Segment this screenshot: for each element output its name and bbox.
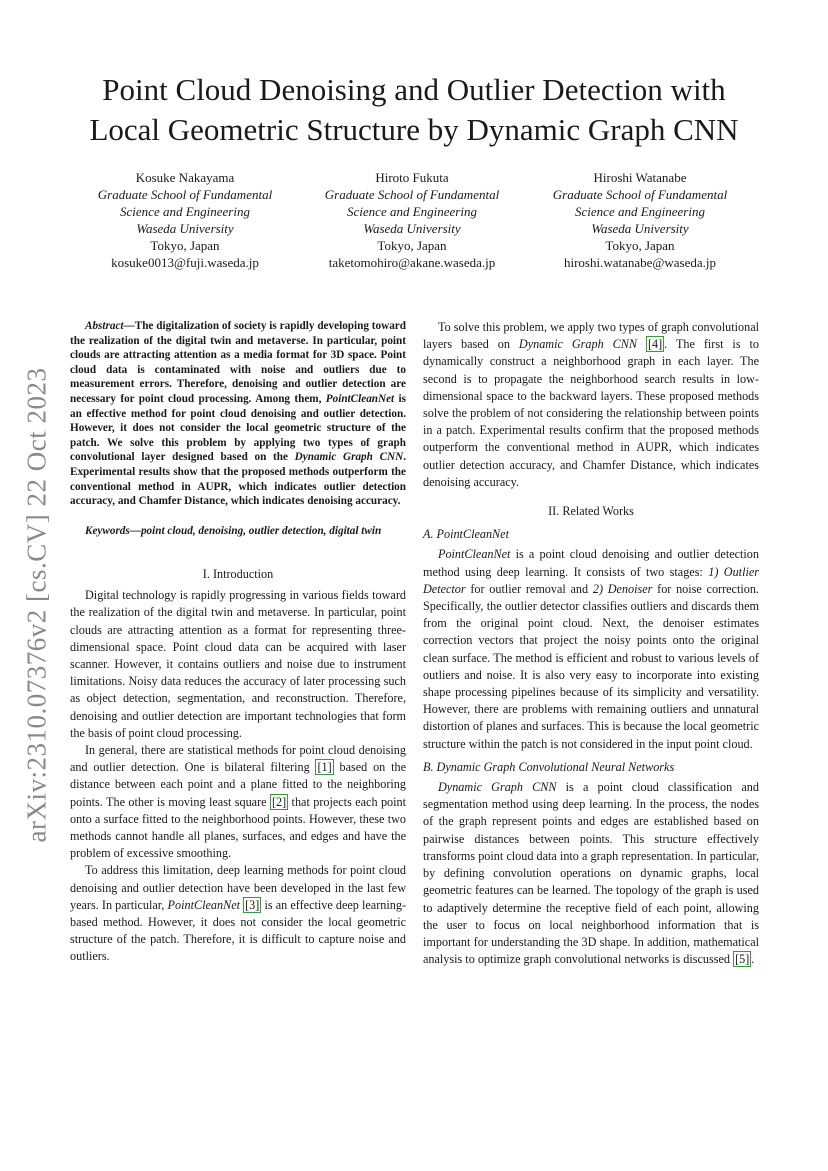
paragraph: In general, there are statistical methods for point cloud denoising and outlier detection. One is bilateral filtering [1] based on the distance between each point and a plane fitted to the neighboring points. The other is moving least square [2] that projects each point onto a surface fitted to the neighborhood points. However, these two methods cannot handle all planes, surfaces, and edges and have the problem of excessive smoothing. [70, 742, 406, 861]
author-affiliation: Waseda University [363, 221, 461, 236]
paragraph: Dynamic Graph CNN is a point cloud classification and segmentation method using deep learning. In the process, the nodes of the graph represent points and edges are established based on pairwise distances between points. This structure effectively transforms point cloud data into a graph representation. In particular, by defining convolution operations on dynamic graphs, local geometric features can be learned. The topology of the graph is used to adaptively determine the receptive field of each point, allowing the user to focus on local neighborhood information that is important for understanding the 3D shape. In addition, mathematical analysis to optimize graph convolutional networks is discussed [5] . [423, 780, 759, 967]
author-affiliation: Graduate School of Fundamental [97, 187, 273, 202]
abstract-lead: Abstract [85, 320, 124, 332]
paper-title [40, 70, 788, 150]
author-affiliation: Waseda University [591, 221, 689, 236]
abstract: Abstract—The digitalization of society is rapidly developing toward the realization of the digital twin and metaverse. In particular, point clouds are attracting attention as a media format for 3D space. Point cloud data is contaminated with noise and outliers due to measurement errors. Therefore, denoising and outlier detection are necessary for point cloud processing. Among them, PointCleanNet is an effective method for point cloud denoising and outlier detection. However, it does not consider the local geometric structure of the patch. We solve this problem by applying two types of graph convolutional layer designed based on the Dynamic Graph CNN. Experimental results show that the proposed methods outperform the conventional method in AUPR, which indicates outlier detection accuracy, and Chamfer Distance, which indicates denoising accuracy. [70, 320, 407, 508]
author-affiliation: Graduate School of Fundamental [324, 187, 500, 202]
left-column [70, 319, 406, 966]
title-line-1: Point Cloud Denoising and Outlier Detection with [102, 72, 726, 107]
citation-link[interactable]: [4] [647, 337, 663, 352]
paragraph: Digital technology is rapidly progressing in various fields toward the realization of the digital twin and metaverse. In particular, point clouds are attracting attention as a format for representing three-dimensional space. Point cloud data can be acquired with laser scanner. However, it contains outliers and noise due to instrument limitations. Noisy data reduces the accuracy of later processing such as object detection, segmentation, and reconstruction. Therefore, denoising and outlier detection are important technologies that form the basis of point cloud processing. [70, 588, 406, 740]
author-affiliation: Science and Engineering [120, 204, 250, 219]
citation-link[interactable]: [5] [735, 952, 750, 967]
author-name: Hiroto Fukuta [375, 170, 449, 185]
subsection-heading: A. PointCleanNet [423, 527, 509, 542]
citation-link[interactable]: [2] [271, 794, 287, 809]
author-affiliation: Science and Engineering [347, 204, 477, 219]
arxiv-sidebar [22, 365, 52, 845]
author-city: Tokyo, Japan [150, 238, 220, 253]
section-heading-related-works: II. Related Works [548, 504, 634, 519]
paragraph: PointCleanNet is a point cloud denoising and outlier detection method using deep learning. It consists of two stages: 1) Outlier Detector for outlier removal and 2) Denoiser for noise correction. Specifically, the outlier detector classifies outliers and discards them from the original point cloud. Next, the denoiser estimates correction vectors that project the noisy points onto the original clean surface. The method is efficient and robust to various levels of outliers and noise. It is also very easy to incorporate into existing shape processing pipelines because of its simplicity and versatility. However, there are problems with remaining outliers and unnatural distortion of planes and surfaces. This is because the local geometric structure within the patch is not considered in the input point cloud. [423, 547, 759, 751]
author-email[interactable]: hiroshi.watanabe@waseda.jp [563, 255, 717, 270]
author-affiliation: Science and Engineering [575, 204, 705, 219]
author-city: Tokyo, Japan [605, 238, 675, 253]
arxiv-identifier: arXiv:2310.07376v2 [cs.CV] 22 Oct 2023 [21, 367, 52, 843]
right-column [423, 319, 759, 968]
author-email[interactable]: kosuke0013@fuji.waseda.jp [111, 255, 259, 270]
subsection-heading: B. Dynamic Graph Convolutional Neural Networks [423, 759, 675, 774]
author-name: Hiroshi Watanabe [593, 170, 687, 185]
title-line-2: Local Geometric Structure by Dynamic Graph CNN [89, 112, 739, 147]
author-city: Tokyo, Japan [377, 238, 447, 253]
author-affiliation: Waseda University [136, 221, 234, 236]
citation-link[interactable]: [3] [245, 897, 260, 912]
author-affiliation: Graduate School of Fundamental [552, 187, 728, 202]
paragraph: To address this limitation, deep learning methods for point cloud denoising and outlier detection have been developed in the last few years. In particular, PointCleanNet [3] is an effective deep learning-based method. However, it does not consider the local geometric structure of the patch. Therefore, it is difficult to capture noise and outliers. [70, 863, 406, 964]
author-email[interactable]: taketomohiro@akane.waseda.jp [328, 255, 496, 270]
citation-link[interactable]: [1] [317, 760, 332, 775]
section-heading-introduction: I. Introduction [202, 566, 274, 581]
author-block-2 [302, 169, 522, 271]
keywords: Keywords—point cloud, denoising, outlier detection, digital twin [85, 524, 382, 537]
author-block-3 [530, 169, 750, 271]
author-name: Kosuke Nakayama [135, 170, 235, 185]
paragraph: To solve this problem, we apply two types of graph convolutional layers based on Dynamic Graph CNN [4] . The first is to dynamically construct a neighborhood graph in each layer. The second is to propagate the neighborhood search results in low-dimensional space to the backward layers. These proposed methods solve the problem of not considering the relationship between points in a patch. Experimental results confirm that the proposed methods outperform the conventional method in AUPR, which indicates outlier detection accuracy, and Chamfer Distance, which indicates denoising accuracy. [423, 320, 759, 489]
author-block-1 [75, 169, 295, 271]
